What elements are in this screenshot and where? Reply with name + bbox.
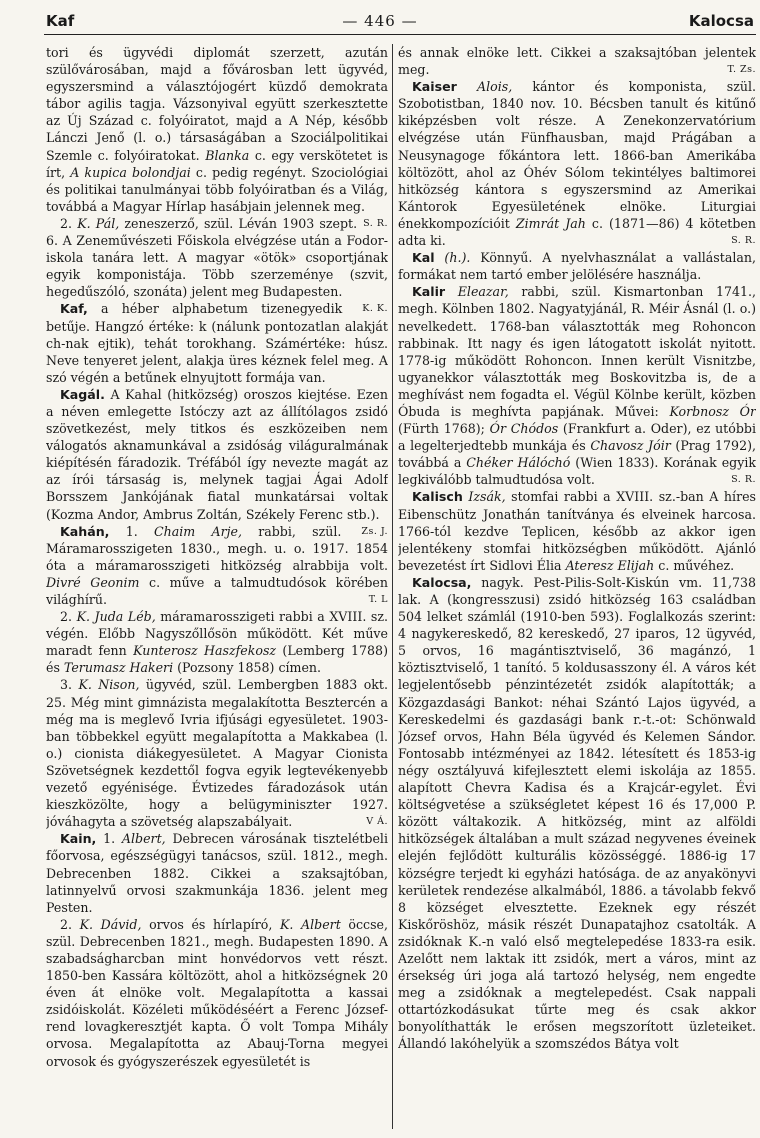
author-signature: T. L [368,594,388,605]
italic-term: Kunterosz Haszfekosz [133,643,277,659]
italic-term: Chavosz Jóir [590,438,671,454]
italic-term: Alois, [456,79,513,95]
entry-text: A Kahal (hitközség) oroszos kiejtése. Ezen a néven emlegette Istóczy azt az állítólagos zsidó szövetkezést, mely titkos és eszközeiben nem válogatós aknamunkával a zsidóság világuralmának kiépítésén fáradozik. Tréfából így nevezte magát az az írói társaság is, melynek tagjai Ágai Adolf Borsszem Jankójának fiatal munkatársai voltak (Kozma Andor, Ambrus Zoltán, Székely Ferenc stb.). [46,386,388,522]
author-signature: S. R. [731,474,756,486]
entry-text: Könnyű. A nyelvhasználat a vallástalan, formákat nem tartó ember jelölésére használja. [398,250,756,283]
entry-paragraph [398,488,756,573]
author-signature: T. Zs. [727,64,756,76]
italic-term: K. Dávid, [79,916,142,932]
right-column [398,44,756,1129]
running-header [0,12,760,34]
entry-text: Debrecen városának tisztelétbeli főorvosa, egészségügyi tanácsos, szül. 1812., megh. Debrecenben 1882. Cikkei a szaksajtóban, latinnyelvű orvosi szakmunkája 1836. jelent meg Pesten. [46,831,388,915]
entry-headword: Kalocsa, [412,574,472,590]
italic-term: Blanka [205,147,250,163]
entry-text: c. (1871—86) 4 kötetben adta ki. [398,215,756,249]
entry-text: 1. [96,831,122,847]
entry-text: c. pedig regényt. Szociológiai és politikai tanulmányai több folyóiratban és a Világ, továbbá a Magyar Hírlap hasábjain jelennek meg. [46,164,388,214]
entry-paragraph [398,574,756,1053]
entry-text: tori és ügyvédi diplomát szerzett, azután szülővárosában, majd a fővárosban lett ügyvéd, egyszersmind a választójogért küzdő demokrata tábor agilis tagja. Vázsonyival együtt szerkesztette az Új Század c. folyóiratot, majd a A Nép, később Lánczi Jenő (l. o.) társaságában a Szociálpolitikai Szemle c. folyóiratokat. [46,45,388,163]
author-signature: S. R. [363,217,388,229]
entry-text: 1. [109,523,154,539]
entry-text: c. művéhez. [654,557,735,573]
entry-text: nagyk. Pest-Pilis-Solt-Kiskún vm. 11,738 lak. A (kongresszusi) zsidó hitközség 163 családban 504 lelket számlál (1910-ben 593). Foglalkozás szerint: 4 nagykereskedő, 82 kereskedő, 27 iparos, 12 ügyvéd, 5 orvos, 16 magántisztviselő, 36 magánzó, 1 köztisztviselő, 1 tanító. 5 koldusasszony él. A város két legjelentősebb pénzintézetét zsidók alapították; a Közgazdasági Bankot: néhai Szántó Lajos ügyvéd, a Kereskedelmi és gazdasági bank r.-t.-ot: Schönwald József orvos, Hahn Béla ügyvéd és Kelemen Sándor. Fontosabb intézményei az 1842. létesített és 1853-ig négy osztályuvá kifejlesztett elemi iskolája az 1855. alapított Chevra Kadisa és a Krajcár-egylet. Évi költségvetése a szükségletet képest 16 és 17,000 P. között váltakozik. A hitközség, mint az alföldi hitközségek általában a mult század negyvenes éveinek elején fejlődött kulturális közösséggé. 1886-ig 17 községre terjedt ki egyházi hatósága. de az anyakönyvi kerületek rendezése alkalmából, 1886. a távolabb fekvő 8 községet elvesztette. Ezeknek egy részét Kiskőröshöz, másik részét Dunapatajhoz csatolták. A zsidóknak K.-n való első megtelepedése 1833-ra esik. Azelőtt nem laktak itt zsidók, mert a város, mint az érsekség úri joga alá tartozó helység, nem engedte meg a zsidóknak a megtelepedést. Csak nappali ottartózkodásukat tűrte meg és csak akkor bonyolíthatták le erősen megszorított üzleteiket. Állandó lakóhelyük a szomszédos Bátya volt [398,574,756,1052]
entry-text: rabbi, szül. Kismartonban 1741., megh. Kölnben 1802. Nagyatyjánál, R. Méir Ásnál (l. o.) nevelkedett. 1768-ban választották meg Rohoncon rabbinak. Itt nagy és igen látogatott iskolát nyitott. 1778-ig működött Rohoncon. Innen került Visnitzbe, ugyanekkor választották meg Boskovitzba is, de a meghívást nem fogadta el. Végül Kölnbe került, közben Óbuda is meghívta papjának. Művei: [398,284,756,419]
italic-term: Korbnosz Ór [669,403,756,419]
italic-term: Ór Chódos [489,421,559,437]
entry-text: kántor és komponista, szül. Szobotistban, 1840 nov. 10. Bécsben tanult és kitűnő kiképzésben volt része. A Zenekonzervatórium elvégzése után Fünfhausban, majd Prágában a Neusynagoge főkántora lett. 1866-ban Amerikába költözött, ahol az Óhév Sólom tekintélyes baltimorei hitközség kántora s egyszersmind az Amerikai Kántorok Egyesületének elnöke. Liturgiai énekkompozícióit [398,79,756,231]
entry-paragraph [46,830,388,915]
header-rule [44,34,756,35]
entry-paragraph [46,300,388,385]
entry-text: (Fürth 1768); [398,421,490,437]
italic-term: K. Juda Léb, [76,609,156,625]
entry-text: máramarosszigeti rabbi a XVIII. sz. végén. Előbb Nagyszőllősön működött. Két műve maradt fenn [46,609,388,659]
italic-term: Chaim Arje, [154,523,242,539]
italic-term: (h.). [434,250,471,266]
entry-headword: Kahán, [60,523,110,539]
entry-text: (Pozsony 1858) címen. [173,660,322,676]
entry-headword: Kagál. [60,386,105,402]
entry-text: (Lemberg 1788) és [46,643,388,676]
italic-term: K. Albert [280,916,341,932]
italic-term: K. Nison, [78,677,140,693]
entry-text: rabbi, szül. Máramarosszigeten 1830., megh. u. o. 1917. 1854 óta a máramarosszigeti hitközség alrabbija volt. [46,523,388,573]
entry-text: 2. [60,916,80,932]
entry-text: orvos és hírlapíró, [141,916,281,932]
entry-text: 3. [60,677,79,693]
author-signature: Zs. J. [361,525,388,537]
entry-text: zeneszerző, szül. Léván 1903 szept. 6. A Zeneművészeti Főiskola elvégzése után a Fodor-iskola tanára lett. A magyar «ötök» csoportjának egyik komponistája. Több szerzeménye (szvit, hegedűszóló, szonáta) jelent meg Budapesten. [46,215,388,300]
entry-headword: Kaiser [412,79,457,95]
header-right-guideword: Kalocsa [688,12,754,30]
author-signature: V Á. [366,816,388,828]
entry-text: 2. [60,215,78,231]
entry-headword: Kalir [412,284,446,300]
entry-headword: Kalisch [412,489,463,505]
italic-term: Terumasz Hakeri [63,660,174,676]
italic-term: K. Pál, [77,215,120,231]
author-signature: K. K. [362,303,388,315]
entry-paragraph [46,916,388,1070]
left-column [46,44,388,1129]
italic-term: Ateresz Elijah [565,557,655,573]
entry-headword: Kal [412,250,435,266]
entry-text: c. műve a talmudtudósok körében világhírű. [46,574,388,607]
italic-term: Zimrát Jah [515,215,586,231]
italic-term: Albert, [121,831,166,847]
entry-headword: Kain, [60,831,97,847]
entry-paragraph [398,283,756,488]
italic-term: A kupica bolondjai [70,164,191,180]
italic-term: Eleazar, [445,284,509,300]
entry-paragraph [398,249,756,283]
column-divider [392,44,393,1129]
entry-paragraph [46,523,388,608]
entry-headword: Kaf, [60,301,88,317]
entry-paragraph [398,44,756,78]
entry-text: c. egy verskötetet is írt, [46,147,388,180]
italic-term: Chéker Hálóchó [466,455,571,471]
header-left-guideword: Kaf [46,12,75,30]
entry-text: 2. [60,609,77,625]
page-number: — 446 — [342,12,418,30]
entry-text: és annak elnöke lett. Cikkei a szaksajtóban jelentek meg. [398,45,756,78]
entry-text: a héber alphabetum tizenegyedik betűje. Hangzó értéke: k (nálunk pontozatlan alakját ch-nak ejtik), tehát torokhang. Számértéke: húsz. Neve tenyeret jelent, alakja üres kéznek felel meg. A szó végén a betűnek elnyujtott formája van. [46,301,388,385]
entry-text: (Wien 1833). Korának egyik legkiválóbb talmudtudósa volt. [398,455,756,488]
entry-text: (Prag 1792), továbbá a [398,438,756,471]
entry-text: (Frankfurt a. Oder), ez utóbbi a legelterjedtebb munkája és [398,421,756,454]
entry-paragraph [46,608,388,676]
entry-paragraph [46,676,388,830]
author-signature: S. R. [731,235,756,247]
italic-term: Divré Geonim [46,574,140,590]
italic-term: Izsák, [462,489,506,505]
entry-paragraph [398,78,756,249]
entry-text: ügyvéd, szül. Lembergben 1883 okt. 25. Még mint gimnázista megalakította Besztercén a még ma is meglevő Ivria ifjúsági egyesületet. 1903-ban többekkel együtt megalapította a Makkabea (l. o.) cionista diákegyesületet. A Magyar Cionista Szövetségnek kezdettől fogva egyik legtevékenyebb vezető egyénisége. Évtizedes fáradozások után kieszközölte, hogy a belügyminiszter 1927. jóváhagyta a szövetség alapszabályait. [46,677,388,830]
entry-text: öccse, szül. Debrecenben 1821., megh. Budapesten 1890. A szabadságharcban mint honvédorvos vett részt. 1850-ben Kassára költözött, ahol a hitközségnek 20 éven át elnöke volt. Megalapította a kassai zsidóiskolát. Közéleti működéséért a Ferenc József-rend lovagkeresztjét kapta. Ő volt Tompa Mihály orvosa. Megalapította az Abauj-Torna megyei orvosok és gyógyszerészek egyesületét is [46,916,388,1069]
entry-text: stomfai rabbi a XVIII. sz.-ban A híres Eibenschütz Jonathán tanítványa és elveinek harcosa. 1766-tól kezdve Teplicen, később az akkor igen jelentékeny stomfai hitközségben működött. Ajánló bevezetést írt Sidlovi Élia [398,489,756,573]
